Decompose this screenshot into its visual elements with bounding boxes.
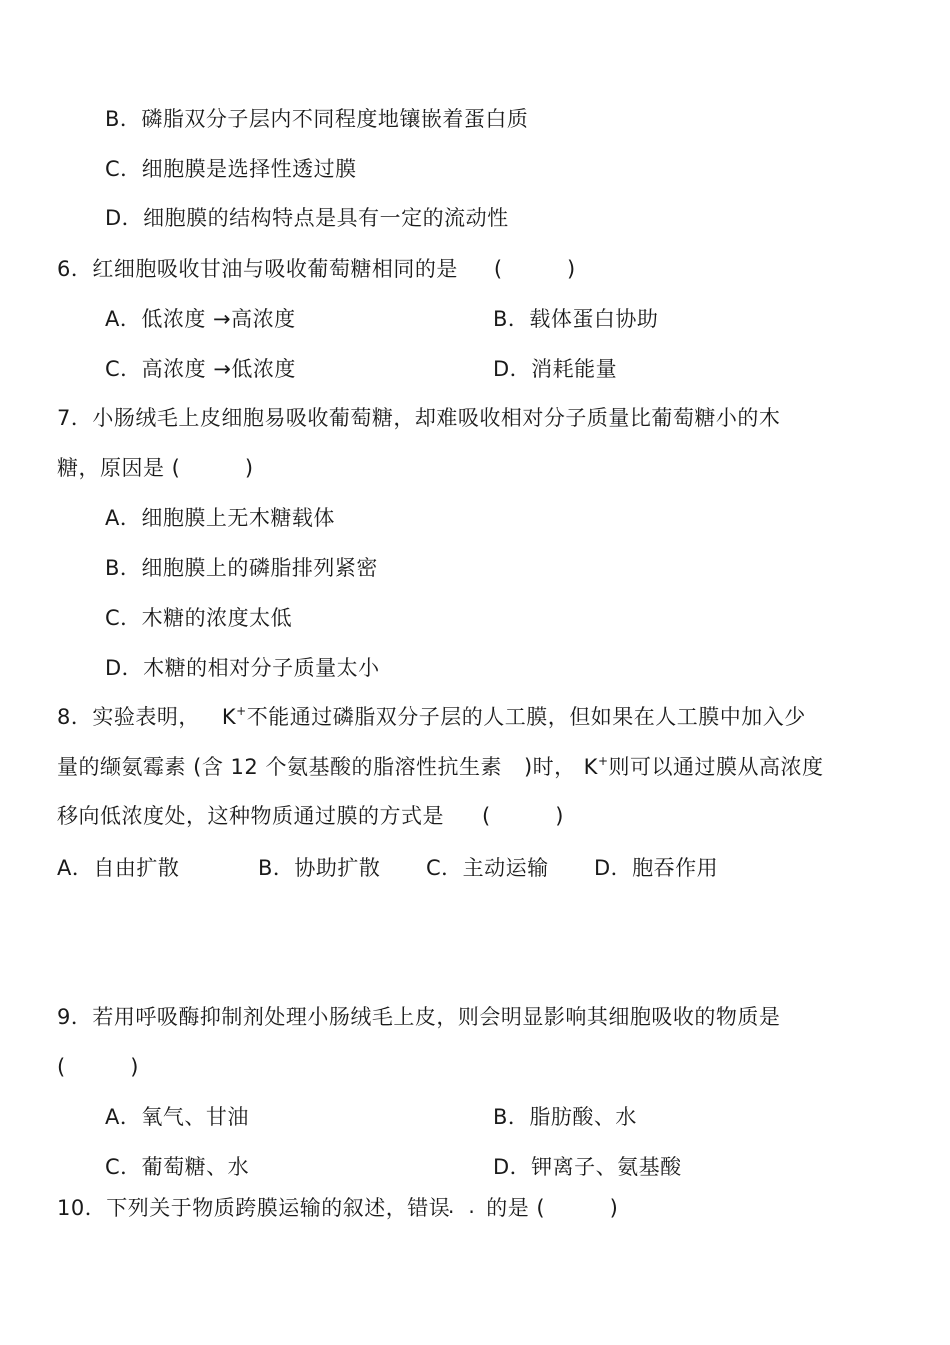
q6-option-b: B．载体蛋白协助 (493, 307, 659, 331)
q8-stem-line2 (57, 752, 824, 782)
q9-answer-paren: ( ) (57, 1055, 139, 1079)
q8-l2-a: 量的缬氨霉素 (含 12 个氨基酸的脂溶性抗生素 (57, 755, 502, 779)
q8-l2-b: )时， (523, 755, 576, 779)
q8-l2-c: 则可以通过膜从高浓度 (608, 755, 824, 779)
q7-stem-line1: 7．小肠绒毛上皮细胞易吸收葡萄糖，却难吸收相对分子质量比葡萄糖小的木 (57, 406, 781, 430)
q8-option-b: B．协助扩散 (258, 856, 381, 880)
q8-option-d: D．胞吞作用 (594, 856, 719, 880)
q8-stem-line1 (57, 702, 806, 732)
q6-answer-paren: ( ) (493, 257, 576, 281)
q7-option-c: C．木糖的浓度太低 (105, 606, 293, 630)
q6-option-d: D．消耗能量 (493, 357, 618, 381)
q7-option-d: D．木糖的相对分子质量太小 (105, 656, 380, 680)
q9-stem: 9．若用呼吸酶抑制剂处理小肠绒毛上皮，则会明显影响其细胞吸收的物质是 (57, 1005, 781, 1029)
q8-l2-sup: + (597, 754, 609, 768)
q6-option-a: A．低浓度 →高浓度 (105, 307, 296, 331)
q7-option-b: B．细胞膜上的磷脂排列紧密 (105, 556, 378, 580)
q5-option-b: B．磷脂双分子层内不同程度地镶嵌着蛋白质 (105, 107, 529, 131)
q7-option-a: A．细胞膜上无木糖载体 (105, 506, 335, 530)
q8-l3-text: 移向低浓度处，这种物质通过膜的方式是 (57, 804, 444, 828)
q8-option-c: C．主动运输 (426, 856, 549, 880)
q8-option-a: A．自由扩散 (57, 856, 180, 880)
q8-l1-a: 8．实验表明， (57, 705, 200, 729)
q9-option-c: C．葡萄糖、水 (105, 1155, 250, 1179)
q8-stem-line3 (57, 801, 564, 831)
q5-option-d: D．细胞膜的结构特点是具有一定的流动性 (105, 206, 509, 230)
q10-emphasis-word: 错误 (407, 1196, 451, 1220)
q7-stem-line2: 糖，原因是 ( ) (57, 456, 254, 480)
q10-emphasis-dots: ·· (448, 1200, 489, 1224)
q10-stem (57, 1193, 618, 1223)
q8-l1-sup: + (236, 704, 247, 718)
q10-stem-a: 10．下列关于物质跨膜运输的叙述， (57, 1196, 408, 1220)
q8-answer-paren: ( ) (482, 804, 564, 828)
q5-option-c: C．细胞膜是选择性透过膜 (105, 157, 357, 181)
q10-stem-b: 的是 ( ) (486, 1196, 619, 1220)
q8-l1-b: 不能通过磷脂双分子层的人工膜，但如果在人工膜中加入少 (246, 705, 806, 729)
q9-option-a: A．氧气、甘油 (105, 1105, 249, 1129)
q8-l2-k: K (583, 755, 598, 779)
q9-option-d: D．钾离子、氨基酸 (493, 1155, 682, 1179)
q6-option-c: C．高浓度 →低浓度 (105, 357, 296, 381)
q6-stem-text: 6．红细胞吸收甘油与吸收葡萄糖相同的是 (57, 257, 458, 281)
q9-option-b: B．脂肪酸、水 (493, 1105, 637, 1129)
q6-stem (57, 254, 576, 284)
q8-l1-k: K (221, 705, 237, 729)
